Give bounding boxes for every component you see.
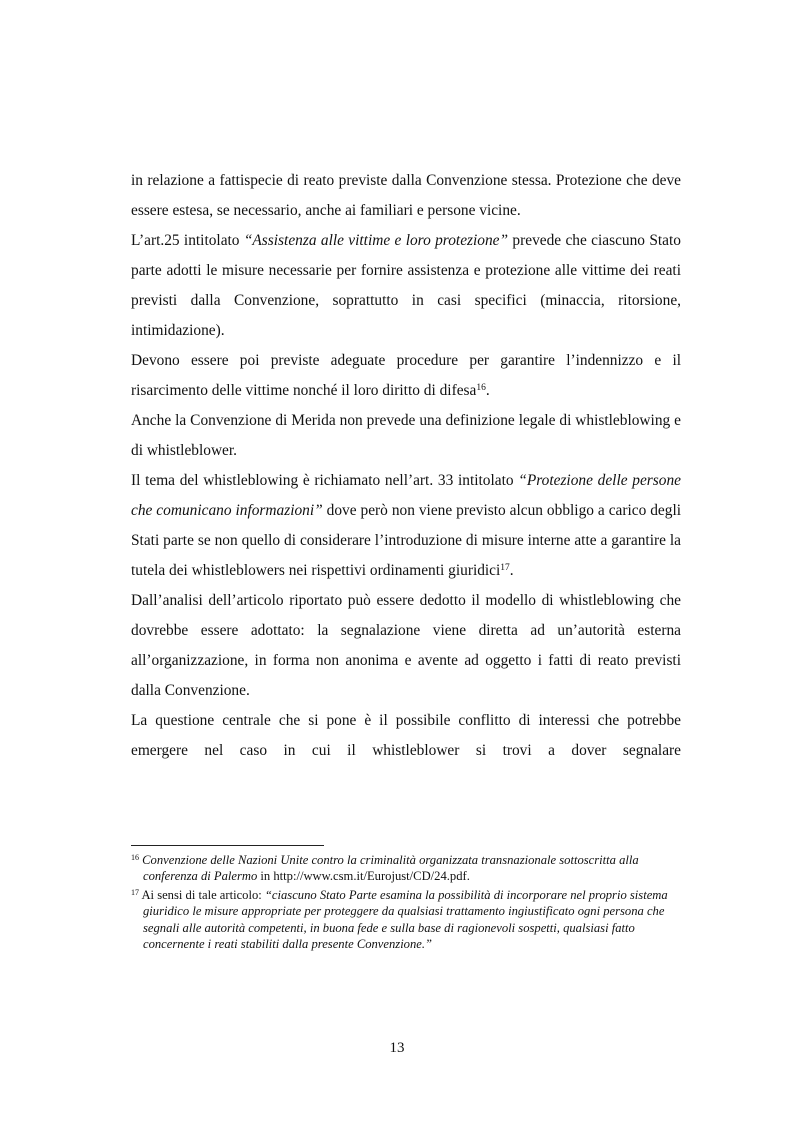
article-title: “Assistenza alle vittime e loro protezione” [243,232,509,249]
footnote-17 [131,887,686,953]
paragraph-text: Dall’analisi dell’articolo riportato può essere dedotto il modello di whistleblowing che dovrebbe essere adottato: la segnalazione viene diretta ad un’autorità esterna all’organizzazione, in forma non anonima e avente ad oggetto i fatti di reato previsti dalla Convenzione. [131,592,681,699]
paragraph [131,586,681,706]
paragraph-text: prevede che ciascuno Stato parte adotti le misure necessarie per fornire assistenza e protezione alle vittime dei reati previsti dalla Convenzione, soprattutto in casi specifici (minaccia, ritorsione, intimidazione). [131,232,681,339]
footnote-text: Ai sensi di tale articolo: [139,887,265,902]
footnote-16 [131,852,686,885]
footnote-ref-16[interactable]: 16 [476,383,486,393]
footnotes [131,852,686,954]
paragraph [131,166,681,226]
paragraph [131,346,681,406]
footnote-citation: Convenzione delle Nazioni Unite contro la criminalità organizzata transnazionale sottoscritta alla conferenza di Palermo [142,853,639,884]
paragraph-text: in relazione a fattispecie di reato previste dalla Convenzione stessa. Protezione che deve essere estesa, se necessario, anche ai familiari e persone vicine. [131,172,681,219]
page-number: 13 [389,1040,405,1056]
footnote-separator [131,845,324,846]
paragraph-text: La questione centrale che si pone è il possibile conflitto di interessi che potrebbe emergere nel caso in cui il whistleblower si trovi a dover segnalare [131,712,681,759]
paragraph-text: . [485,382,490,399]
paragraph [131,706,681,766]
footnote-ref-17[interactable]: 17 [500,563,510,573]
paragraph [131,226,681,346]
paragraph-text: Anche la Convenzione di Merida non prevede una definizione legale di whistleblowing e di whistleblower. [131,412,681,459]
footnote-text: in http://www.csm.it/Eurojust/CD/24.pdf. [257,869,470,884]
paragraph-text: L’art.25 intitolato [131,232,244,249]
paragraph-text: dove però non viene previsto alcun obbligo a carico degli Stati parte se non quello di considerare l’introduzione di misure interne atte a garantire la tutela dei whistleblowers nei rispettivi ordinamenti giuridici [131,502,681,579]
paragraph-text: . [509,562,514,579]
footnote-number: 17 [131,887,139,897]
article-title: “Protezione delle persone che comunicano informazioni” [131,472,681,519]
paragraph [131,466,681,586]
paragraph-text: Il tema del whistleblowing è richiamato nell’art. 33 intitolato [131,472,519,489]
paragraph [131,406,681,466]
footnote-quote: “ciascuno Stato Parte esamina la possibilità di incorporare nel proprio sistema giuridico le misure appropriate per proteggere da qualsiasi trattamento ingiustificato ogni persona che segnali alle autorità competenti, in buona fede e sulla base di ragionevoli sospetti, qualsiasi fatto concernente i reati stabiliti dalla presente Convenzione.” [143,887,668,952]
paragraph-text: Devono essere poi previste adeguate procedure per garantire l’indennizzo e il risarcimento delle vittime nonché il loro diritto di difesa [131,352,681,399]
footnote-number: 16 [131,853,139,862]
body-text [131,166,681,766]
